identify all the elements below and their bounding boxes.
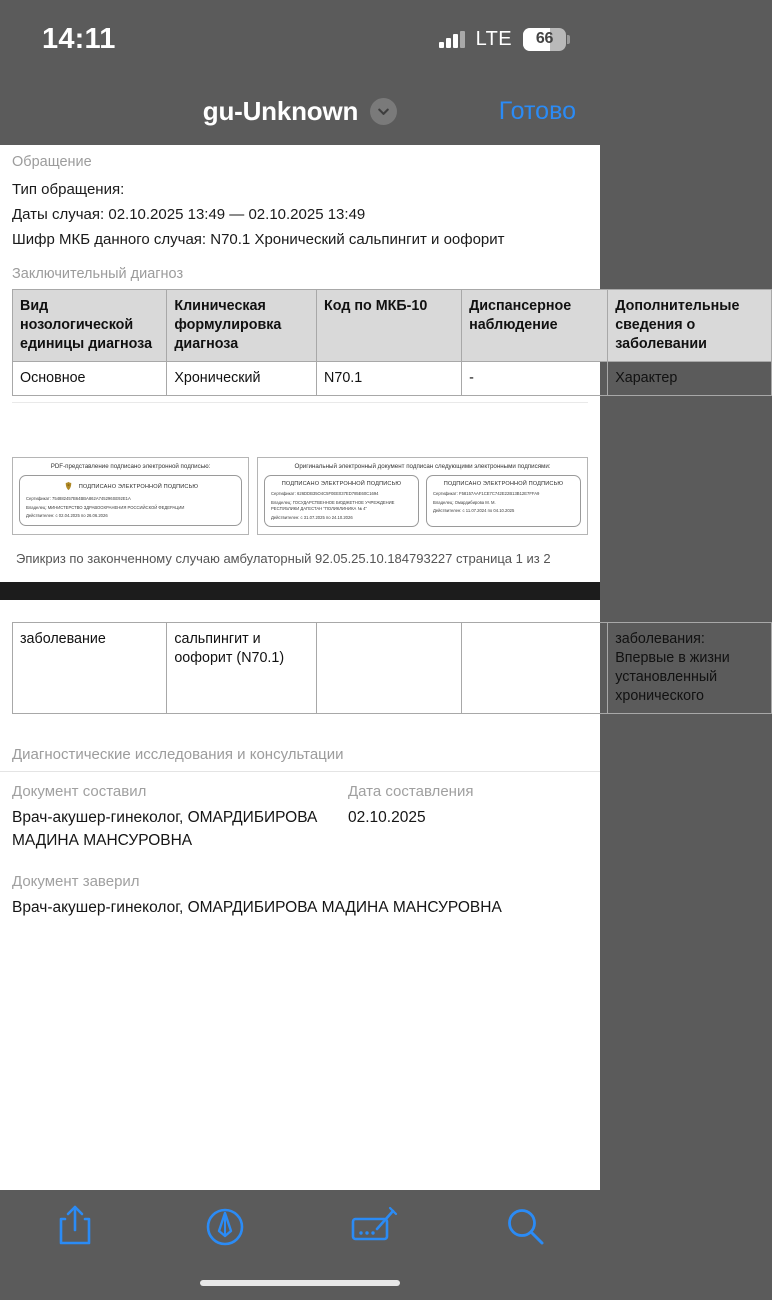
- composed-date-value: 02.10.2025: [348, 808, 426, 826]
- signature-validity: Действителен: с 02.04.2025 по 26.06.2026: [26, 513, 108, 519]
- signature-box: [426, 475, 581, 527]
- signature-group-original: [257, 457, 588, 535]
- table-cell: сальпингит и оофорит (N70.1): [167, 622, 317, 713]
- table-cell: N70.1: [317, 362, 462, 396]
- continued-table-viewport: [0, 622, 730, 714]
- certified-by-group: [0, 852, 600, 919]
- table-cell: -: [462, 362, 608, 396]
- status-bar-indicators: [439, 28, 566, 51]
- composed-by-value: Врач-акушер-гинеколог, ОМАРДИБИРОВА МАДИНА МАНСУРОВНА: [12, 808, 318, 849]
- composed-by-label: Документ составил: [12, 782, 147, 800]
- search-button[interactable]: [450, 1203, 600, 1251]
- markup-pen-icon: [201, 1203, 249, 1251]
- table-header-cell: Дополнительные сведения о заболевании: [608, 290, 772, 362]
- page-footer-note: Эпикриз по законченному случаю амбулаторный 92.05.25.10.184793227 страница 1 из 2: [16, 550, 551, 566]
- pdf-page-2: [0, 600, 730, 919]
- section-label-research: Диагностические исследования и консультации: [12, 745, 344, 763]
- visit-line: Шифр МКБ данного случая: N70.1 Хронический сальпингит и оофорит: [12, 231, 505, 248]
- signature-certificate: Сертификат: 626DDB35O4C5F0EE037ED785E60C1694: [271, 491, 379, 496]
- pdf-scroll-area[interactable]: [0, 145, 740, 1190]
- share-icon: [54, 1203, 96, 1251]
- table-row: [13, 622, 772, 713]
- table-header-row: [13, 290, 772, 362]
- signature-validity: Действителен: с 31.07.2025 по 24.10.2026: [271, 514, 353, 520]
- table-cell: Основное: [13, 362, 167, 396]
- visit-line: Тип обращения:: [12, 181, 125, 198]
- table-cell: Характер: [608, 362, 772, 396]
- table-cell: [317, 622, 462, 713]
- section-label-visit: Обращение: [12, 154, 92, 170]
- signature-box: [19, 475, 242, 526]
- section-label-diagnosis: Заключительный диагноз: [12, 266, 184, 282]
- signature-group-header: PDF-представление подписано электронной подписью:: [50, 463, 211, 470]
- signature-certificate: Сертификат: 754882457B64BBA862A745296SE92E1A: [26, 496, 131, 501]
- status-bar-clock: 14:11: [42, 22, 116, 55]
- visit-line: Даты случая: 02.10.2025 13:49 — 02.10.2025 13:49: [12, 206, 366, 223]
- chevron-down-icon[interactable]: [370, 98, 397, 125]
- page-separator: [0, 582, 600, 600]
- russian-coat-of-arms-icon: [63, 481, 74, 492]
- signature-certificate: Сертификат: F58157AAF1CE7C742E22B13B12E7FFA9: [433, 491, 540, 496]
- certified-by-label: Документ заверил: [12, 872, 140, 890]
- table-cell: [462, 622, 608, 713]
- bottom-toolbar: [0, 1190, 600, 1300]
- status-bar: [0, 0, 600, 78]
- table-row: [13, 362, 772, 396]
- signature-box-title: ПОДПИСАНО ЭЛЕКТРОННОЙ ПОДПИСЬЮ: [281, 481, 402, 487]
- composed-date-label: Дата составления: [348, 782, 474, 800]
- navigation-bar: [0, 78, 600, 145]
- signature-box-title: ПОДПИСАНО ЭЛЕКТРОННОЙ ПОДПИСЬЮ: [78, 483, 199, 490]
- network-type-label: LTE: [475, 27, 512, 50]
- table-cell: заболевание: [13, 622, 167, 713]
- signature-group-header: Оригинальный электронный документ подписан следующими электронными подписями:: [294, 463, 551, 470]
- signature-group-pdf: [12, 457, 249, 535]
- document-title: gu-Unknown: [202, 96, 359, 126]
- battery-icon: [523, 28, 566, 51]
- signature-owner: Владелец: Омардибирова М. М.: [433, 499, 496, 505]
- share-button[interactable]: [0, 1203, 150, 1251]
- signature-icon: [347, 1203, 403, 1251]
- signature-box: [264, 475, 419, 527]
- table-header-cell: Код по МКБ-10: [317, 290, 462, 362]
- signature-owner: Владелец: МИНИСТЕРСТВО ЗДРАВООХРАНЕНИЯ РОССИЙСКОЙ ФЕДЕРАЦИИ: [26, 504, 185, 510]
- composed-by-group: [0, 772, 600, 852]
- signature-owner: Владелец: ГОСУДАРСТВЕННОЕ БЮДЖЕТНОЕ УЧРЕЖДЕНИЕ РЕСПУБЛИКИ ДАГЕСТАН "ПОЛИКЛИНИКА № 4": [271, 499, 395, 511]
- signature-button[interactable]: [300, 1203, 450, 1251]
- table-header-cell: Вид нозологической единицы диагноза: [13, 290, 167, 362]
- pdf-page-1: [0, 145, 740, 582]
- home-indicator: [200, 1280, 400, 1286]
- markup-button[interactable]: [150, 1203, 300, 1251]
- done-button[interactable]: Готово: [498, 97, 576, 125]
- diagnosis-table-viewport: [0, 289, 740, 396]
- battery-percent-label: 66: [535, 30, 554, 47]
- table-cell: заболевания: Впервые в жизни установленный хронического: [608, 622, 772, 713]
- continued-diagnosis-table: [12, 622, 772, 714]
- search-icon: [501, 1203, 549, 1251]
- table-header-cell: Диспансерное наблюдение: [462, 290, 608, 362]
- electronic-signature-strip: [0, 451, 600, 539]
- certified-by-value: Врач-акушер-гинеколог, ОМАРДИБИРОВА МАДИНА МАНСУРОВНА: [12, 898, 502, 916]
- table-cell: Хронический: [167, 362, 317, 396]
- signature-validity: Действителен: с 11.07.2024 по 04.10.2025: [433, 508, 515, 514]
- cellular-bars-icon: [439, 31, 465, 48]
- table-header-cell: Клиническая формулировка диагноза: [167, 290, 317, 362]
- signature-box-title: ПОДПИСАНО ЭЛЕКТРОННОЙ ПОДПИСЬЮ: [443, 481, 564, 487]
- diagnosis-table: [12, 289, 772, 396]
